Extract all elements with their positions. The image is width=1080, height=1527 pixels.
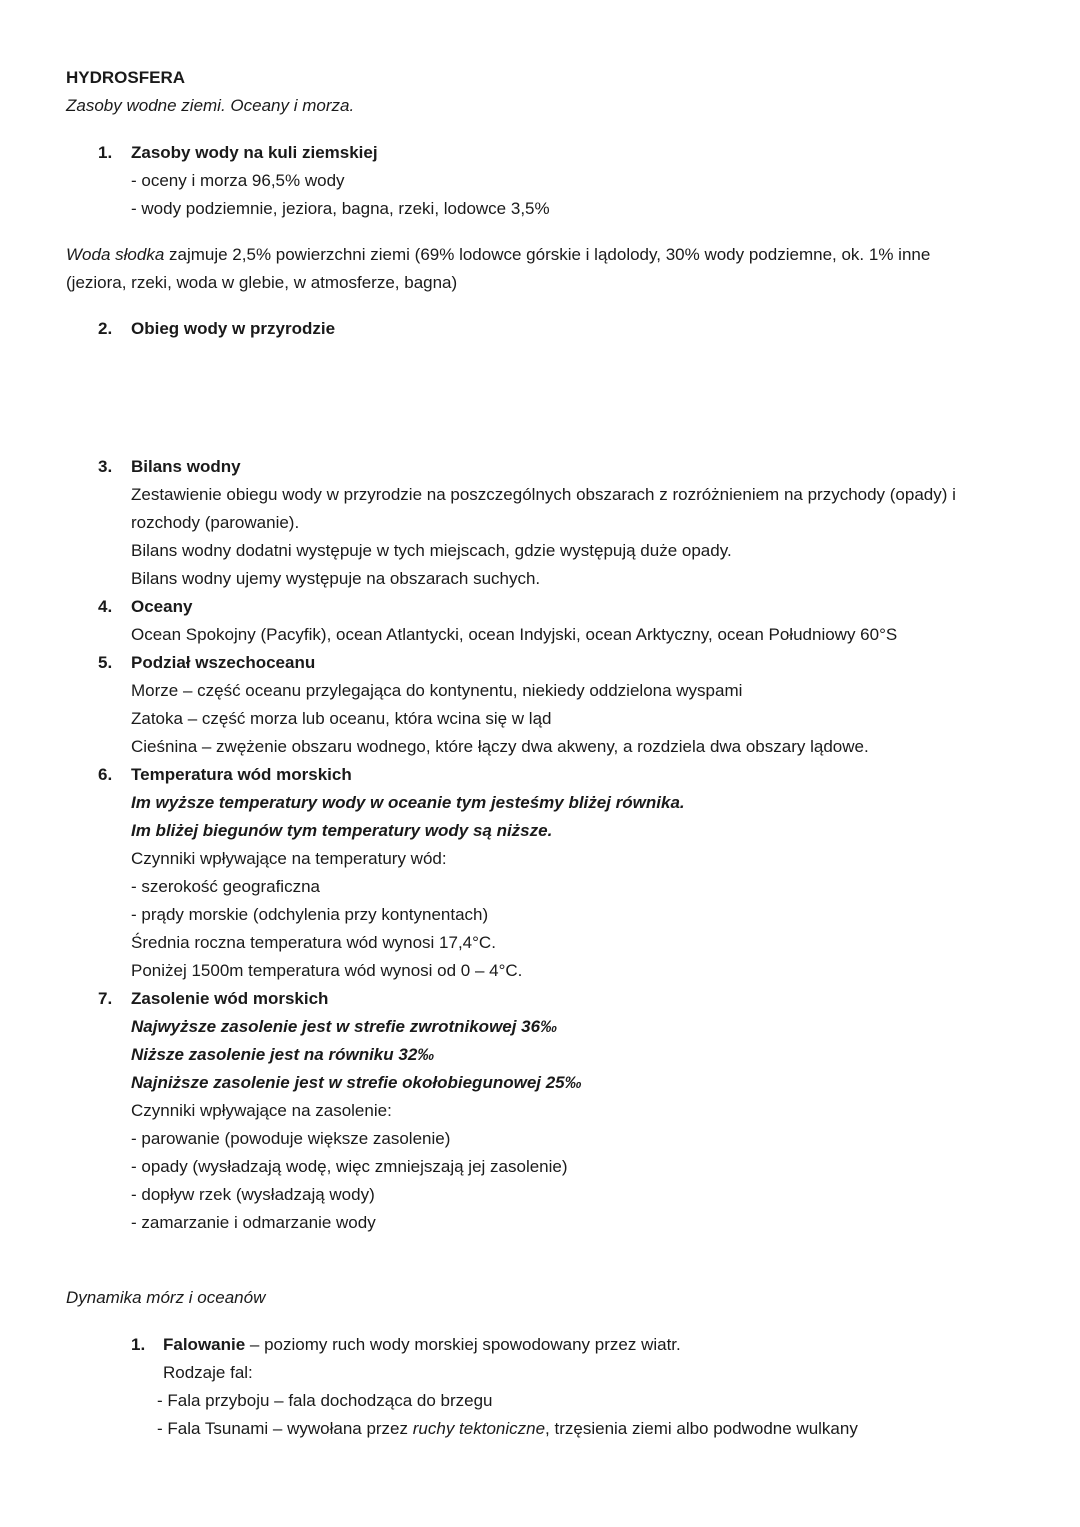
dynamics-1-title: Falowanie (163, 1335, 246, 1354)
tsunami-text-a: - Fala Tsunami – wywołana przez (157, 1419, 413, 1438)
section-7-emphasis: Niższe zasolenie jest na równiku 32‰ (131, 1045, 435, 1064)
section-3-line: Bilans wodny dodatni występuje w tych miejscach, gdzie występują duże opady. (131, 541, 732, 560)
section-5-number: 5. (98, 653, 113, 672)
section-6-line: Poniżej 1500m temperatura wód wynosi od 0 – 4°C. (131, 961, 523, 980)
section-1-title: Zasoby wody na kuli ziemskiej (131, 143, 378, 162)
section-6-title: Temperatura wód morskich (131, 765, 352, 784)
section-6-line: Czynniki wpływające na temperatury wód: (131, 849, 447, 868)
section-6-line: - szerokość geograficzna (131, 877, 320, 896)
tsunami-text-emphasis: ruchy tektoniczne (412, 1419, 546, 1438)
section-3-line: rozchody (parowanie). (131, 513, 300, 532)
fresh-water-line-2: (jeziora, rzeki, woda w glebie, w atmosferze, bagna) (66, 273, 458, 292)
fresh-water-term: Woda słodka (66, 245, 165, 264)
section-6-line: - prądy morskie (odchylenia przy kontynentach) (131, 905, 489, 924)
section-2-number: 2. (98, 319, 113, 338)
section-1-number: 1. (98, 143, 113, 162)
section-6-number: 6. (98, 765, 113, 784)
section-7-line: - opady (wysładzają wodę, więc zmniejszają jej zasolenie) (131, 1157, 568, 1176)
dynamics-1-definition: – poziomy ruch wody morskiej spowodowany przez wiatr. (245, 1335, 681, 1354)
section-4-line: Ocean Spokojny (Pacyfik), ocean Atlantycki, ocean Indyjski, ocean Arktyczny, ocean Południowy 60°S (131, 625, 898, 644)
section-1-line: - wody podziemnie, jeziora, bagna, rzeki, lodowce 3,5% (131, 199, 550, 218)
section-6-emphasis: Im bliżej biegunów tym temperatury wody są niższe. (131, 821, 553, 840)
section-3-title: Bilans wodny (131, 457, 241, 476)
section-5-title: Podział wszechoceanu (131, 653, 316, 672)
section-7-title: Zasolenie wód morskich (131, 989, 329, 1008)
section-5-line: Cieśnina – zwężenie obszaru wodnego, które łączy dwa akweny, a rozdziela dwa obszary lądowe. (131, 737, 869, 756)
section-7-line: - parowanie (powoduje większe zasolenie) (131, 1129, 451, 1148)
section-1-line: - oceny i morza 96,5% wody (131, 171, 345, 190)
dynamics-1-line: Rodzaje fal: (163, 1363, 253, 1382)
dynamics-1-title-line (163, 1331, 681, 1359)
dynamics-1-number: 1. (131, 1335, 146, 1354)
section-2-title: Obieg wody w przyrodzie (131, 319, 336, 338)
section-4-title: Oceany (131, 597, 193, 616)
section-3-line: Bilans wodny ujemy występuje na obszarach suchych. (131, 569, 541, 588)
section-7-line: - zamarzanie i odmarzanie wody (131, 1213, 376, 1232)
dynamics-1-line: - Fala przyboju – fala dochodząca do brzegu (157, 1391, 493, 1410)
section-7-number: 7. (98, 989, 113, 1008)
section-7-emphasis: Najniższe zasolenie jest w strefie okołobiegunowej 25‰ (131, 1073, 582, 1092)
section-7-line: Czynniki wpływające na zasolenie: (131, 1101, 392, 1120)
section-3-number: 3. (98, 457, 113, 476)
dynamics-heading: Dynamika mórz i oceanów (66, 1288, 266, 1307)
section-6-line: Średnia roczna temperatura wód wynosi 17,4°C. (131, 933, 496, 952)
fresh-water-paragraph (66, 241, 930, 269)
section-6-emphasis: Im wyższe temperatury wody w oceanie tym jesteśmy bliżej równika. (131, 793, 685, 812)
tsunami-text-c: , trzęsienia ziemi albo podwodne wulkany (545, 1419, 858, 1438)
document-title: HYDROSFERA (66, 68, 186, 87)
section-5-line: Zatoka – część morza lub oceanu, która wcina się w ląd (131, 709, 552, 728)
section-7-line: - dopływ rzek (wysładzają wody) (131, 1185, 375, 1204)
dynamics-1-tsunami-line (157, 1415, 858, 1443)
section-3-line: Zestawienie obiegu wody w przyrodzie na poszczególnych obszarach z rozróżnieniem na przychody (opady) i (131, 485, 956, 504)
section-5-line: Morze – część oceanu przylegająca do kontynentu, niekiedy oddzielona wyspami (131, 681, 743, 700)
section-7-emphasis: Najwyższe zasolenie jest w strefie zwrotnikowej 36‰ (131, 1017, 558, 1036)
document-subtitle: Zasoby wodne ziemi. Oceany i morza. (66, 96, 355, 115)
fresh-water-text: zajmuje 2,5% powierzchni ziemi (69% lodowce górskie i lądolody, 30% wody podziemne, ok. 1% inne (164, 245, 931, 264)
section-4-number: 4. (98, 597, 113, 616)
